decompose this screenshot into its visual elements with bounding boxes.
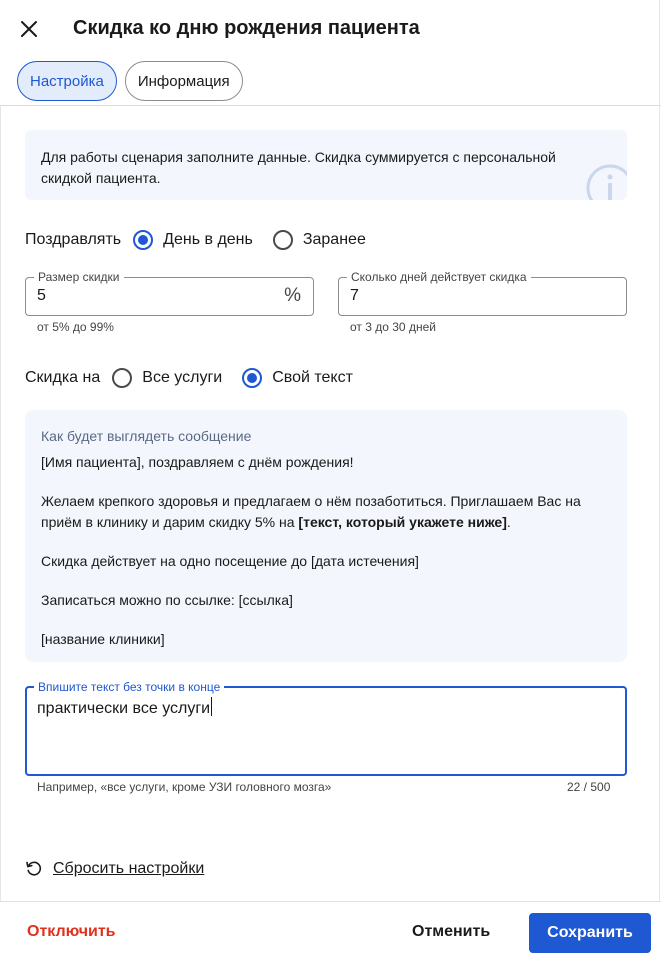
radio-custom-text-label: Свой текст <box>272 369 353 386</box>
page-title: Скидка ко дню рождения пациента <box>73 17 420 39</box>
text-caret <box>211 697 212 716</box>
preview-text: . <box>506 514 511 530</box>
discount-days-helper: от 3 до 30 дней <box>350 320 436 334</box>
radio-selected-icon <box>242 368 262 388</box>
radio-selected-icon <box>133 230 153 250</box>
preview-line: [Имя пациента], поздравляем с днём рождения! <box>41 454 354 470</box>
tab-settings[interactable]: Настройка <box>17 61 117 101</box>
custom-text-input[interactable] <box>25 680 627 776</box>
radio-unselected-icon <box>112 368 132 388</box>
reset-icon <box>25 860 43 878</box>
custom-text-value-wrap <box>37 697 212 718</box>
preview-text: Желаем крепкого здоровья и предлагаем о нём позаботиться. Приглашаем Вас на приём в клинику и дарим скидку 5% на <box>41 493 581 530</box>
disable-button[interactable]: Отключить <box>27 923 116 940</box>
left-border <box>0 106 1 901</box>
discount-days-value: 7 <box>350 287 359 304</box>
radio-in-advance-label: Заранее <box>302 231 366 248</box>
discount-on-group <box>25 368 373 388</box>
radio-all-services[interactable] <box>112 368 222 388</box>
right-border <box>659 0 660 901</box>
info-banner-text: Для работы сценария заполните данные. Скидка суммируется с персональной скидкой пациента. <box>41 149 556 186</box>
custom-text-value: практически все услуги <box>37 700 211 717</box>
preview-line: Скидка действует на одно посещение до [дата истечения] <box>41 553 419 569</box>
congratulate-label: Поздравлять <box>25 231 122 248</box>
discount-size-helper: от 5% до 99% <box>37 320 114 334</box>
preview-line: [название клиники] <box>41 631 165 647</box>
discount-days-legend: Сколько дней действует скидка <box>347 270 531 284</box>
radio-custom-text[interactable] <box>242 368 353 388</box>
preview-placeholder: [текст, который укажете ниже] <box>298 514 507 530</box>
preview-body <box>41 452 616 668</box>
radio-same-day-label: День в день <box>163 231 253 248</box>
char-counter: 22 / 500 <box>567 780 611 794</box>
radio-all-services-label: Все услуги <box>142 369 223 386</box>
radio-same-day[interactable] <box>133 230 253 250</box>
modal-footer <box>0 901 661 957</box>
info-banner <box>25 130 627 200</box>
custom-text-legend: Впишите текст без точки в конце <box>34 680 224 694</box>
radio-in-advance[interactable] <box>273 230 366 250</box>
discount-days-input[interactable] <box>338 270 627 316</box>
percent-icon: % <box>284 285 301 306</box>
save-button[interactable]: Сохранить <box>529 913 651 953</box>
discount-size-input[interactable] <box>25 270 314 316</box>
preview-line: Записаться можно по ссылке: [ссылка] <box>41 592 293 608</box>
info-icon <box>585 163 627 200</box>
message-preview <box>25 410 627 662</box>
reset-settings-label: Сбросить настройки <box>53 860 205 877</box>
custom-text-helper: Например, «все услуги, кроме УЗИ головного мозга» <box>37 780 332 794</box>
close-button[interactable] <box>17 17 41 41</box>
tab-bar <box>17 61 243 101</box>
preview-line <box>41 491 616 533</box>
discount-size-legend: Размер скидки <box>34 270 124 284</box>
tab-divider <box>0 105 661 106</box>
discount-on-label: Скидка на <box>25 369 101 386</box>
tab-information[interactable]: Информация <box>125 61 243 101</box>
close-icon <box>17 17 41 41</box>
modal-header <box>0 0 661 58</box>
congratulate-group <box>25 230 386 250</box>
radio-unselected-icon <box>273 230 293 250</box>
cancel-button[interactable]: Отменить <box>412 923 491 940</box>
preview-title: Как будет выглядеть сообщение <box>41 428 252 444</box>
reset-settings-button[interactable] <box>25 860 204 878</box>
discount-size-value: 5 <box>37 287 46 304</box>
